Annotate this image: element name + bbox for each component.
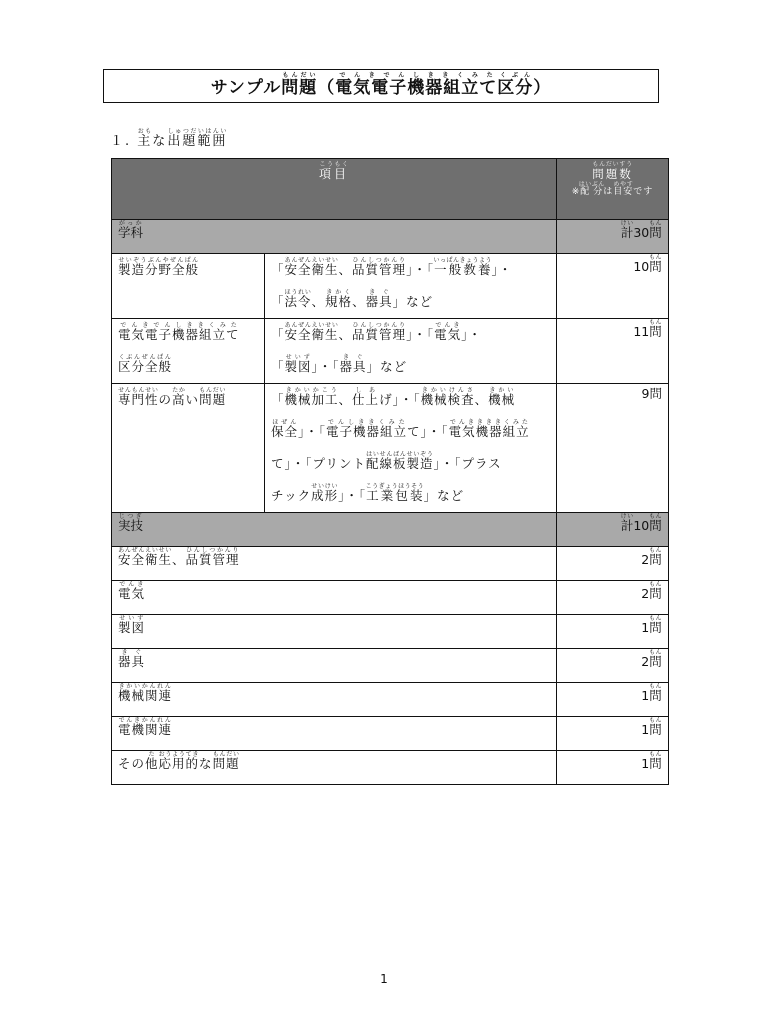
content-line: 「法令ほうれい、規格きかく、器具きぐ」など [271,289,434,309]
category-row-jitsugi [112,513,669,547]
jitsugi-row [112,547,669,581]
category-line: 製造分野全般せいぞうぶんやぜんぱん [118,257,200,277]
header-item: 項目こうもく [112,159,557,220]
gakka-row [112,319,669,384]
count-number: 9 [641,386,650,401]
jitsugi-label: 製図せいず [112,615,557,649]
jitsugi-count [557,683,669,717]
count-number: 2 [641,552,650,567]
count-number: 1 [641,756,650,771]
count-unit: 問もん [649,581,663,601]
section-title: 主おもな出題範囲しゅつだいはんい [137,128,228,149]
jitsugi-count [557,751,669,785]
count-number: 1 [641,722,650,737]
gakka-count [557,254,669,319]
count-unit: 問もん [649,254,663,274]
section-number: １. [110,134,132,149]
gakka-count [557,384,669,513]
count-number: 1 [641,620,650,635]
exam-scope-table [111,158,669,785]
jitsugi-row [112,683,669,717]
page-number: 1 [380,972,388,986]
jitsugi-row [112,615,669,649]
gakka-count [557,319,669,384]
jitsugi-label: 電機関連でんきかんれん [112,717,557,751]
gakka-row [112,384,669,513]
category-line: 専門性せんもんせいの高たかい問題もんだい [118,387,227,407]
content-line: 「安全衛生あんぜんえいせい、品質管理ひんしつかんり」・「電気でんき」・ [271,322,482,342]
gakka-category [112,254,265,319]
category-line: 電気電子機器組立てでんきでんしききくみた [118,322,240,342]
content-line: て」・「プリント配線板製造はいせんばんせいぞう」・「プラス [271,451,502,471]
count-unit: 問もん [649,751,663,771]
jitsugi-label: 器具きぐ [112,649,557,683]
gakka-content [265,319,557,384]
count-unit: 問もん [649,717,663,737]
content-line: 「製図せいず」・「器具きぐ」など [271,354,408,374]
category-total: 計けい30問もん [557,220,669,254]
category-total: 計けい10問もん [557,513,669,547]
content-line: 「安全衛生あんぜんえいせい、品質管理ひんしつかんり」・「一般教養いっぱんきょうよう」・ [271,257,513,277]
jitsugi-row [112,649,669,683]
count-unit: 問もん [649,615,663,635]
jitsugi-count [557,581,669,615]
gakka-content [265,384,557,513]
jitsugi-count [557,649,669,683]
header-note: ※配分はいぶんは目安めやすです [571,181,654,198]
gakka-content [265,254,557,319]
count-number: 2 [641,586,650,601]
total-number: 10 [633,518,650,533]
count-number: 1 [641,688,650,703]
jitsugi-label: 電気でんき [112,581,557,615]
jitsugi-label: 機械関連きかいかんれん [112,683,557,717]
table-header-row [112,159,669,220]
category-row-gakka [112,220,669,254]
content-line: 「機械加工きかいかこう、仕上しあげ」・「機械検査きかいけんさ、機械きかい [271,387,516,407]
count-number: 10 [633,259,650,274]
count-unit: 問もん [649,683,663,703]
jitsugi-count [557,717,669,751]
jitsugi-label: 安全衛生あんぜんえいせい、品質管理ひんしつかんり [112,547,557,581]
jitsugi-row [112,717,669,751]
count-unit: 問もん [649,547,663,567]
section-heading [110,128,227,149]
gakka-category [112,384,265,513]
jitsugi-row [112,751,669,785]
count-unit: 問 [649,386,663,401]
jitsugi-count [557,615,669,649]
count-unit: 問もん [649,649,663,669]
jitsugi-count [557,547,669,581]
count-number: 2 [641,654,650,669]
category-label: 学科がっか [112,220,557,254]
jitsugi-row [112,581,669,615]
jitsugi-label: その他た応用的おうようてきな問題もんだい [112,751,557,785]
count-number: 11 [633,324,650,339]
document-title: サンプル 問題もんだい （ 電気電子機器組立てでんきでんしききくみた 区分くぶん ） [103,69,659,103]
gakka-category [112,319,265,384]
gakka-row [112,254,669,319]
category-line: 区分全般くぶんぜんぱん [118,354,173,374]
content-line: チック成形せいけい」・「工業包装こうぎょうほうそう」など [271,483,465,503]
content-line: 保全ほぜん」・「電子機器組立でんしききくみたて」・「電気機器組立でんききききくみた [271,419,530,439]
header-count: 問題数もんだいすう ※配分はいぶんは目安めやすです [557,159,669,220]
category-label: 実技じつぎ [112,513,557,547]
count-unit: 問もん [649,319,663,339]
